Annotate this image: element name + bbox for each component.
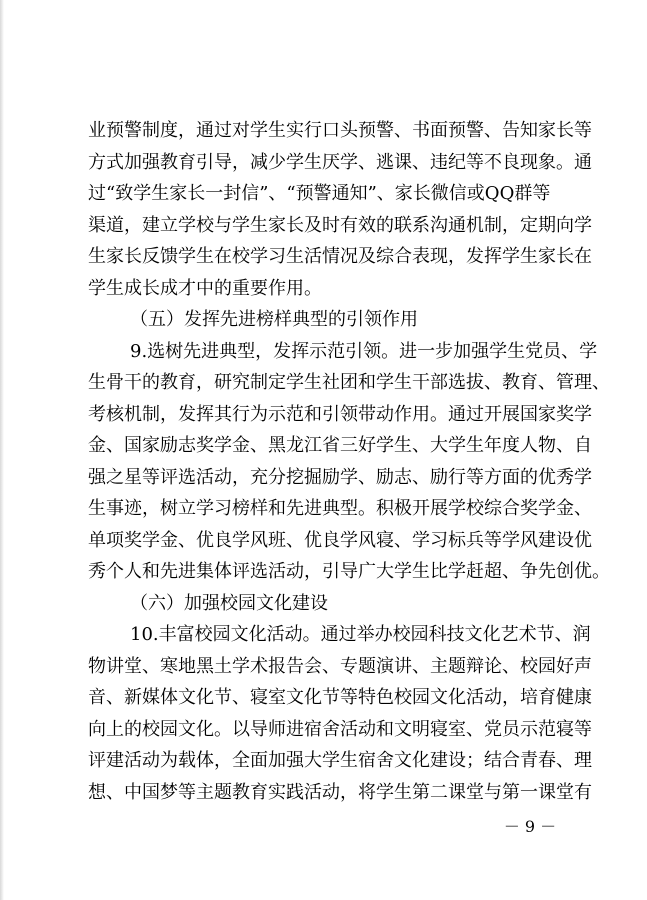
paragraph-line: 单项奖学金、优良学风班、优良学风寝、学习标兵等学风建设优 [88,529,592,551]
paragraph-line: 业预警制度，通过对学生实行口头预警、书面预警、告知家长等 [88,120,592,141]
paragraph-line: 10.丰富校园文化活动。通过举办校园科技文化艺术节、润 [130,624,591,645]
paragraph-line: 9.选树先进典型，发挥示范引领。进一步加强学生党员、学 [130,340,598,362]
paragraph-line: 生家长反馈学生在校学习生活情况及综合表现，发挥学生家长在 [88,246,592,267]
paragraph-line: 想、中国梦等主题教育实践活动，将学生第二课堂与第一课堂有 [88,781,592,803]
paragraph-line: 秀个人和先进集体评选活动，引导广大学生比学赶超、争先创优。 [88,561,610,582]
paragraph-line: 过“致学生家长一封信”、“预警通知”、家长微信或QQ群等 [88,183,551,204]
paragraph-line: 方式加强教育引导，减少学生厌学、逃课、违纪等不良现象。通 [88,151,592,173]
paragraph-line: 音、新媒体文化节、寝室文化节等特色校园文化活动，培育健康 [88,687,592,708]
paragraph-line: 物讲堂、寒地黑土学术报告会、专题演讲、主题辩论、校园好声 [88,655,592,677]
paragraph-line: 渠道，建立学校与学生家长及时有效的联系沟通机制，定期向学 [88,214,592,236]
paragraph-line: 金、国家励志奖学金、黑龙江省三好学生、大学生年度人物、自 [88,435,592,456]
paragraph-line: 生事迹，树立学习榜样和先进典型。积极开展学校综合奖学金、 [88,498,592,519]
page-number: － 9 － [503,817,557,836]
section-heading-5: （五）发挥先进榜样典型的引领作用 [130,309,418,330]
paragraph-line: 评建活动为载体，全面加强大学生宿舍文化建设；结合青春、理 [88,750,592,771]
paragraph-line: 考核机制，发挥其行为示范和引领带动作用。通过开展国家奖学 [88,403,592,425]
paragraph-line: 向上的校园文化。以导师进宿舍活动和文明寝室、党员示范寝等 [88,718,592,740]
section-heading-6: （六）加强校园文化建设 [130,592,328,614]
paragraph-line: 强之星等评选活动，充分挖掘励学、励志、励行等方面的优秀学 [88,466,592,488]
paragraph-line: 生骨干的教育，研究制定学生社团和学生干部选拔、教育、管理、 [88,372,610,393]
paragraph-line: 学生成长成才中的重要作用。 [88,277,322,299]
